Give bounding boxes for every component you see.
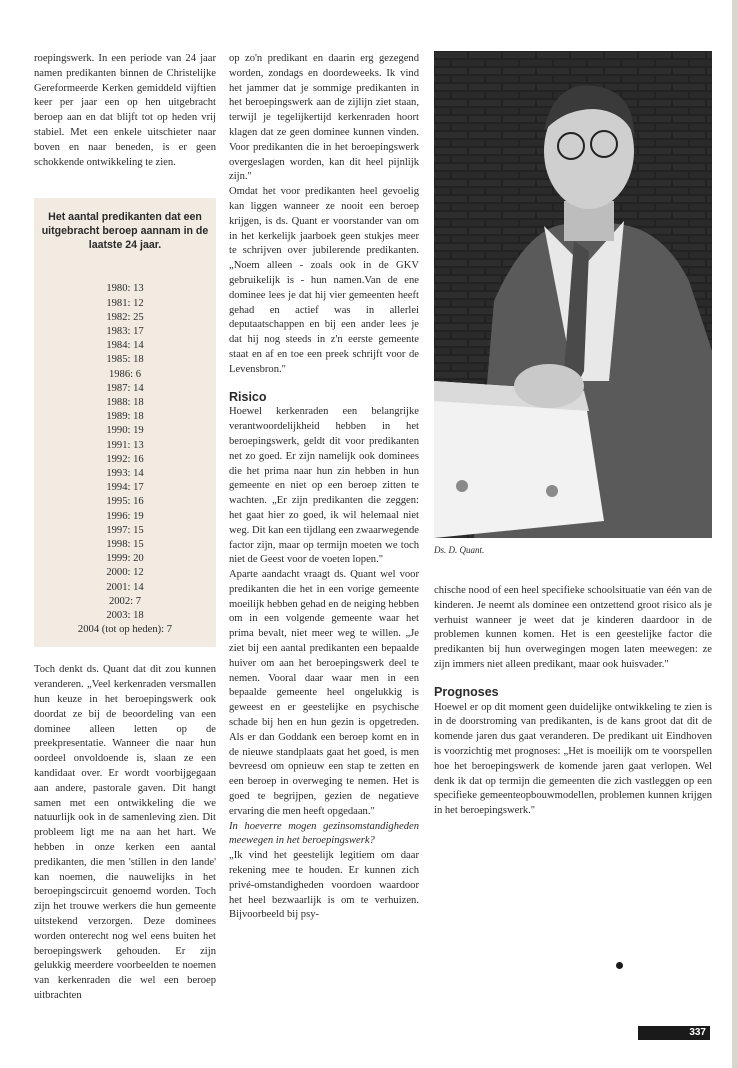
section-heading-risico: Risico [229,389,267,404]
year-row: 2000: 12 [106,567,144,579]
year-row: 1999: 20 [106,553,144,565]
paragraph: roepingswerk. In een periode van 24 jaar namen predikanten binnen de Christelijke Gereformeerde Kerken gemiddeld vijftien keer per jaar een op hen uitgebracht beroep aan en dat blijft tot op heden vrij stabiel. Met een enkele uitschieter naar boven en naar beneden, is er geen schokkende ontwikkeling te zien. [34,53,216,168]
paragraph: op zo'n predikant en daarin erg gezegend worden, zondags en doordeweeks. Ik vind het jammer dat je sommige predikanten in het beroepingswerk aan de zijlijn ziet staan, terwijl je tegelijkertijd kerkenraden hoort klagen dat ze geen dominee kunnen vinden. Voor predikanten die in het beroepingswerk overgeslagen worden, kan dit heel pijnlijk zijn." [229,53,419,183]
year-row: 1998: 15 [106,539,144,551]
year-row: 1983: 17 [106,325,144,337]
year-row: 1991: 13 [106,439,144,451]
paragraph: „Ik vind het geestelijk legitiem om daar rekening mee te houden. Er kunnen zich privé-omstandigheden voordoen waardoor het heel bezwaarlijk is om te verhuizen. Bijvoorbeeld bij psy- [229,850,419,921]
year-row: 1981: 12 [106,297,144,309]
page-edge [732,0,738,1068]
year-row: 1987: 14 [106,382,144,394]
year-row: 1989: 18 [106,411,144,423]
year-row: 2002: 7 [108,595,142,607]
year-list [40,282,210,637]
year-row: 1995: 16 [106,496,144,508]
statistics-box [34,198,216,647]
section-heading-prognoses: Prognoses [434,684,499,699]
year-row: 1997: 15 [106,524,144,536]
page-number: 337 [638,1026,710,1040]
paragraph: chische nood of een heel specifieke schoolsituatie van één van de kinderen. Je neemt als dominee een ontzettend groot risico als je verhuist wanneer je weet dat je kinderen daardoor in de problemen kunnen komen. Het is een geestelijke factor die predikanten bij hun overwegingen mogen laten meewegen: ze zijn immers niet alleen predikant, maar ook huisvader." [434,585,712,670]
year-row: 1985: 18 [106,354,144,366]
paragraph: Aparte aandacht vraagt ds. Quant wel voor predikanten die het in een vorige gemeente moeilijk hebben gehad en de neiging hebben om in een volgende gemeente waar het prima bevalt, niet meer weg te willen. „Je ziet bij een aantal predikanten een bepaalde huiver om aan het beroepingswerk deel te nemen. Vooral daar waar men in een bepaalde gemeente heel ongelukkig is geweest en er geestelijke en psychische schade bij hen en hun gezin is opgetreden. Als er dan Goddank een beroep komt en in de nieuwe standplaats gaat het goed, is men bevreesd om opnieuw een stap te zetten en een beroep in overweging te nemen. Het is goed te begrijpen, gezien de negatieve ervaring die men heeft opgedaan." [229,569,419,817]
year-row: 1990: 19 [106,425,144,437]
interview-question: In hoeverre mogen gezinsomstandigheden meewegen in het beroepingswerk? [229,820,419,847]
year-row: 1992: 16 [106,453,144,465]
paragraph: Toch denkt ds. Quant dat dit zou kunnen veranderen. „Veel kerkenraden versmallen hun keuze in het beroepingswerk ook doordat ze bij de beoordeling van een dominee alleen letten op de preekpresentatie. Wanneer die naar hun oordeel onvoldoende is, slaan ze een kandidaat over. Er wordt voorbijgegaan aan andere, pastorale gaven. Dit hangt samen met een ontwikkeling die we natuurlijk ook in de samenleving zien. Dit probleem ligt me na aan het hart. We hebben in onze kerken een aantal predikanten, die men 'stillen in den lande' kan noemen, die nauwelijks in het beroepingscircuit genoemd worden. Toch zijn het trouwe werkers die hun gemeente uitstekend verzorgen. Deze dominees worden onterecht nog wel eens buiten het beroepingswerk gehouden. Er zijn gelukkig meerdere voorbeelden te noemen van kerkenraden die wel een beroep uitbrachten [34,664,216,1001]
photo-caption: Ds. D. Quant. [434,545,485,555]
year-row: 2003: 18 [106,610,144,622]
column-1 [34,52,216,1004]
portrait-photo [434,51,712,538]
year-row: 2001: 14 [106,581,144,593]
year-row: 1993: 14 [106,468,144,480]
year-row: 2004 (tot op heden): 7 [77,624,173,636]
year-row: 1982: 25 [106,311,144,323]
statistics-title: Het aantal predikanten dat een uitgebracht beroep aannam in de laatste 24 jaar. [41,211,209,252]
end-bullet [616,962,623,969]
year-row: 1984: 14 [106,340,144,352]
paragraph: Omdat het voor predikanten heel gevoelig kan liggen wanneer ze nooit een beroep krijgen, is ds. Quant er voorstander van om in het kerkelijk jaarboek geen stukjes meer te schrijven over jubilerende predikanten. „Noem alleen - zoals ook in de GKV gebruikelijk is - hun namen.Van de ene dominee lees je dat hij vier gemeenten heeft gehad en actief was in allerlei deputaatschappen en bij een ander lees je dat hij nog steeds in z'n eerste gemeente staat en af en toe een preek schrijft voor de Levensbron." [229,186,419,375]
year-row: 1980: 13 [106,283,144,295]
column-3 [434,584,712,819]
portrait-illustration [434,51,712,538]
column-2 [229,52,419,923]
paragraph: Hoewel er op dit moment geen duidelijke ontwikkeling te zien is in de doorstroming van predikanten, is de kans groot dat dit de komende jaren dus gaat veranderen. De predikant uit Eindhoven is voorzichtig met prognoses: „Het is moeilijk om te voorspellen hoe het beroepingswerk de komende jaren gaat verlopen. Wel denk ik dat op termijn die gemeenten die zich vastleggen op een specifieke gemeenteopbouwmodellen, problemen kunnen krijgen in het beroepingswerk." [434,701,712,817]
paragraph: Hoewel kerkenraden een belangrijke verantwoordelijkheid hebben in het beroepingswerk, geldt dit voor predikanten net zo goed. Er zijn namelijk ook dominees die het prima naar hun zin hebben in hun gemeente en niet op een beroep zitten te wachten. „Er zijn predikanten die zeggen: het gaat hier zo goed, ik wil helemaal niet weg. Dit kan een tijdlang een zwaarwegende factor zijn, maar op termijn moeten we toch niet de Geest voor de voeten lopen." [229,406,419,566]
year-row: 1988: 18 [106,397,144,408]
year-row: 1986: 6 [108,368,142,380]
year-row: 1994: 17 [106,482,144,494]
year-row: 1996: 19 [106,510,144,522]
